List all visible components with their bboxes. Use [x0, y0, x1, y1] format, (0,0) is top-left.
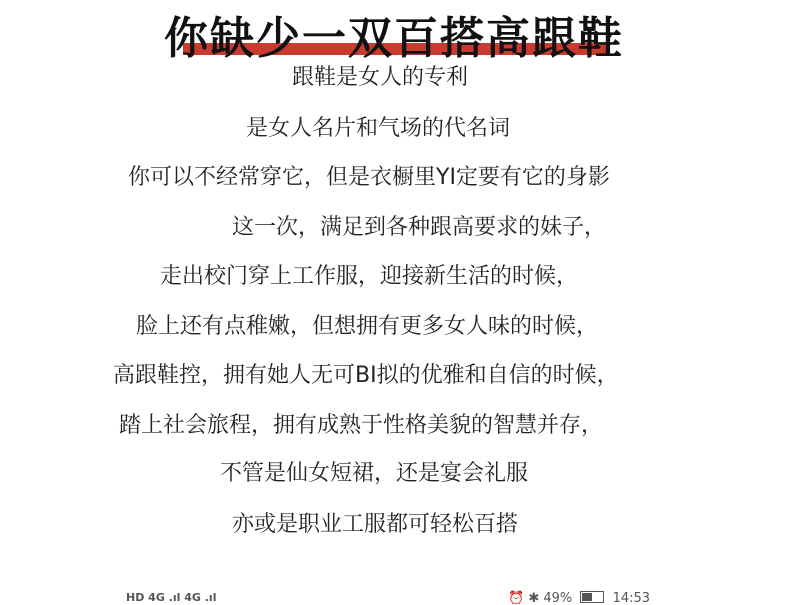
page-title: 你缺少一双百搭高跟鞋 [164, 13, 624, 64]
text-line-1: 跟鞋是女人的专利 [292, 65, 469, 90]
text-line-8: 踏上社会旅程，拥有成熟于性格美貌的智慧并存， [119, 413, 604, 438]
title-banner [0, 0, 788, 64]
text-line-5: 走出校门穿上工作服，迎接新生活的时候， [160, 264, 579, 289]
status-right-group [508, 591, 650, 605]
text-line-10: 亦或是职业工服都可轻松百搭 [232, 512, 519, 537]
text-line-3: 你可以不经常穿它，但是衣橱里YI定要有它的身影 [128, 165, 610, 190]
text-line-6: 脸上还有点稚嫩，但想拥有更多女人味的时候， [136, 314, 599, 339]
text-line-4: 这一次，满足到各种跟高要求的妹子， [232, 215, 607, 240]
battery-icon [580, 591, 604, 603]
alarm-icon: ⏰ [508, 591, 525, 605]
text-line-9: 不管是仙女短裙，还是宴会礼服 [220, 461, 529, 486]
battery-level [582, 593, 592, 601]
text-line-7: 高跟鞋控，拥有她人无可BI拟的优雅和自信的时候， [113, 363, 619, 388]
text-line-2: 是女人名片和气场的代名词 [246, 116, 511, 141]
battery-percent: 49% [543, 591, 573, 605]
network-signal-icons: HD 4G .ıl 4G .ıl [126, 591, 217, 604]
bluetooth-icon: ✱ [528, 591, 540, 605]
status-bar [0, 588, 788, 605]
clock: 14:53 [612, 591, 651, 605]
